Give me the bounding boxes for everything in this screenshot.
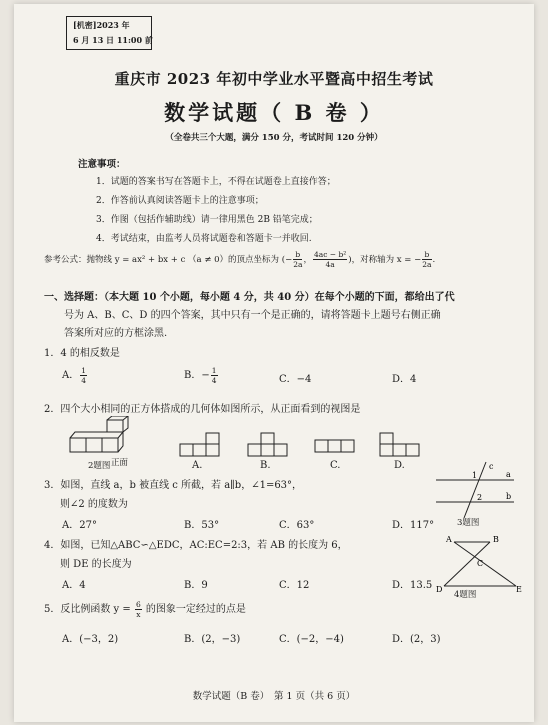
question-1-stem: 1．4 的相反数是 — [44, 348, 120, 359]
axis-denominator: 2a — [422, 260, 432, 269]
q5-option-a: A．(−3，2) — [62, 634, 119, 645]
q2-view-a — [179, 432, 223, 458]
q2-option-a: A. — [192, 460, 203, 471]
question-4-stem-2: 则 DE 的长度为 — [60, 559, 132, 570]
q2-view-b — [247, 432, 291, 458]
section1-line-2: 号为 A、B、C、D 的四个答案，其中只有一个是正确的，请将答题卡上题号右侧正确 — [64, 310, 441, 321]
formula-mid: )，对称轴为 x = − — [348, 255, 422, 265]
q4-option-b: B．9 — [184, 580, 208, 591]
q3-angle-2-label: 2 — [477, 493, 483, 502]
vertex-x-numerator: b — [293, 250, 302, 260]
note-item-3: 3．作图（包括作辅助线）请一律用黑色 2B 铅笔完成； — [96, 215, 318, 225]
q3-line-b-label: b — [506, 492, 512, 501]
q2-option-d: D. — [394, 460, 405, 471]
exam-paper — [14, 4, 534, 722]
q4-point-b: B — [493, 535, 499, 544]
note-item-2: 2．作答前认真阅读答题卡上的注意事项； — [96, 196, 264, 206]
reference-formula: 参考公式：抛物线 y = ax² + bx + c （a ≠ 0）的顶点坐标为 (− $\frac{b}{2a}$ ， $\frac{\text{4ac − b²}}{4a}$ )，对称轴为 x = − $\frac{b}{2a}$ . — [44, 250, 436, 269]
q2-option-c: C. — [330, 460, 341, 471]
vertex-y-numerator: 4ac − b² — [313, 250, 347, 259]
q1-option-c: C．−4 — [279, 374, 312, 385]
q3-option-d: D．117° — [392, 520, 435, 531]
confidential-line-1: [机密]2023 年 — [73, 20, 130, 30]
confidential-line-2: 6 月 13 日 11:00 前 — [73, 35, 153, 45]
q2-option-b: B. — [260, 460, 271, 471]
q1-option-d: D．4 — [392, 374, 417, 385]
q1-option-b: B．− $\frac{1}{4}$ — [184, 366, 217, 385]
q2-view-c — [314, 432, 358, 458]
vertex-x-denominator: 2a — [293, 260, 303, 269]
q5-option-b: B．(2，−3) — [184, 634, 241, 645]
subject-title: 数学试题（ B 卷 ） — [164, 100, 384, 125]
vertex-y-fraction — [313, 250, 347, 269]
question-3-stem-1: 3．如图，直线 a，b 被直线 c 所截，若 a∥b，∠1=63°， — [44, 480, 303, 491]
exam-note: （全卷共三个大题，满分 150 分，考试时间 120 分钟） — [165, 133, 383, 143]
q2-view-d — [379, 432, 423, 458]
q3-figure-label: 3题图 — [457, 518, 480, 528]
q4-similar-triangles-figure — [434, 532, 522, 594]
q3-angle-1-label: 1 — [472, 471, 478, 480]
q3-parallel-lines-figure — [434, 460, 516, 520]
formula-sign-1: − — [285, 255, 293, 265]
axis-numerator: b — [422, 250, 431, 260]
note-item-1: 1．试题的答案书写在答题卡上，不得在试题卷上直接作答； — [96, 177, 336, 187]
q5-option-c: C．(−2，−4) — [279, 634, 344, 645]
section1-line-3: 答案所对应的方框涂黑. — [64, 328, 168, 339]
q4-point-c: C — [477, 559, 484, 568]
q4-point-d: D — [436, 585, 443, 594]
note-item-4: 4．考试结束，由监考人员将试题卷和答题卡一并收回. — [96, 234, 312, 244]
q3-option-a: A．27° — [62, 520, 97, 531]
q3-line-c-label: c — [489, 462, 494, 471]
q1-a-fraction: $\frac{1}{4}$ — [81, 366, 87, 385]
section1-line-1: 一、选择题：（本大题 10 个小题，每小题 4 分，共 40 分）在每个小题的下面，都给出了代 — [44, 292, 455, 303]
q2-solid-figure — [64, 416, 144, 462]
q5-fraction: $\frac{6}{x}$ — [135, 600, 141, 619]
q4-option-c: C．12 — [279, 580, 310, 591]
q1-b-fraction: $\frac{1}{4}$ — [211, 366, 217, 385]
q3-option-b: B．53° — [184, 520, 220, 531]
formula-suffix: . — [432, 255, 436, 265]
q4-option-a: A．4 — [62, 580, 86, 591]
q2-front-label: 正面 — [111, 458, 129, 468]
q4-option-d: D．13.5 — [392, 580, 433, 591]
vertex-y-denominator: 4a — [325, 260, 335, 269]
q2-figure-label: 2题图 — [88, 461, 111, 471]
q3-option-c: C．63° — [279, 520, 315, 531]
q5-option-d: D．(2，3) — [392, 634, 441, 645]
question-2-stem: 2．四个大小相同的正方体搭成的几何体如图所示，从正面看到的视图是 — [44, 404, 361, 415]
notes-heading: 注意事项： — [78, 159, 126, 170]
q4-point-e: E — [516, 585, 522, 594]
question-5-stem: 5．反比例函数 y = $\frac{6}{x}$ 的图象一定经过的点是 — [44, 600, 246, 619]
axis-fraction — [422, 250, 431, 269]
vertex-x-fraction — [293, 250, 302, 269]
q4-figure-label: 4题图 — [454, 590, 477, 600]
exam-title: 重庆市 2023 年初中学业水平暨高中招生考试 — [114, 70, 434, 88]
page-footer: 数学试题（B 卷） 第 1 页（共 6 页） — [192, 691, 356, 702]
question-3-stem-2: 则∠2 的度数为 — [60, 499, 128, 510]
question-4-stem-1: 4．如图，已知△ABC∽△EDC，AC:EC=2:3，若 AB 的长度为 6， — [44, 540, 348, 551]
formula-prefix: 参考公式：抛物线 y = ax² + bx + c （a ≠ 0）的顶点坐标为 ( — [44, 255, 286, 265]
q4-point-a: A — [446, 535, 452, 544]
q1-option-a: A． $\frac{1}{4}$ — [62, 366, 87, 385]
confidential-box — [66, 16, 152, 50]
q3-line-a-label: a — [506, 470, 511, 479]
